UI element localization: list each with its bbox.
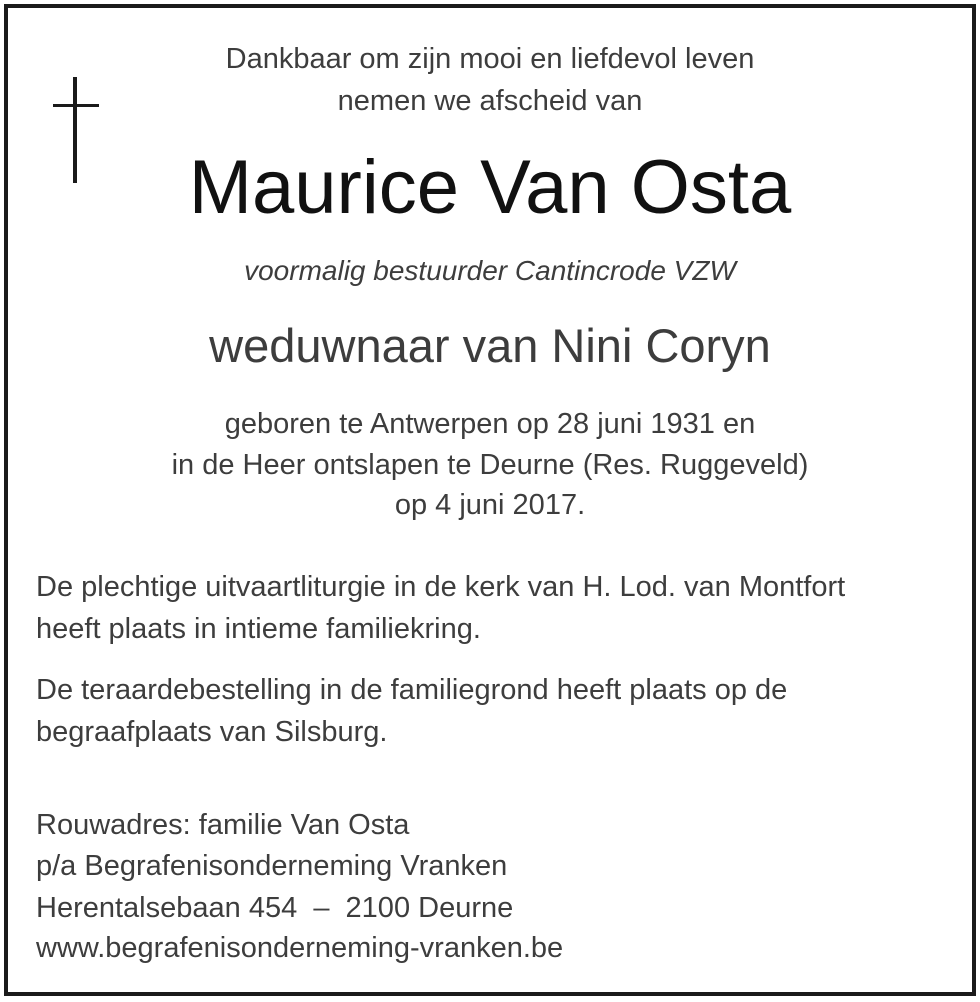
address-line-3: Herentalsebaan 454 – 2100 Deurne bbox=[36, 892, 514, 924]
birth-line: geboren te Antwerpen op 28 juni 1931 en bbox=[224, 408, 756, 440]
intro-line-1: Dankbaar om zijn mooi en liefdevol leven bbox=[225, 43, 755, 75]
intro-line-2: nemen we afscheid van bbox=[337, 85, 643, 117]
death-date-line: op 4 juni 2017. bbox=[394, 489, 586, 521]
deceased-name: Maurice Van Osta bbox=[188, 145, 792, 230]
address-line-2: p/a Begrafenisonderneming Vranken bbox=[36, 850, 508, 882]
funeral-line-1: De plechtige uitvaartliturgie in de kerk van H. Lod. van Montfort bbox=[36, 571, 846, 603]
address-line-1: Rouwadres: familie Van Osta bbox=[36, 809, 410, 841]
death-line: in de Heer ontslapen te Deurne (Res. Ruggeveld) bbox=[171, 449, 809, 481]
widower-line: weduwnaar van Nini Coryn bbox=[209, 319, 771, 372]
funeral-line-2: heeft plaats in intieme familiekring. bbox=[36, 613, 481, 645]
website-link[interactable]: www.begrafenisonderneming-vranken.be bbox=[36, 932, 564, 964]
role-line: voormalig bestuurder Cantincrode VZW bbox=[244, 255, 736, 286]
burial-line-1: De teraardebestelling in de familiegrond heeft plaats op de bbox=[36, 674, 788, 706]
burial-line-2: begraafplaats van Silsburg. bbox=[36, 716, 388, 748]
